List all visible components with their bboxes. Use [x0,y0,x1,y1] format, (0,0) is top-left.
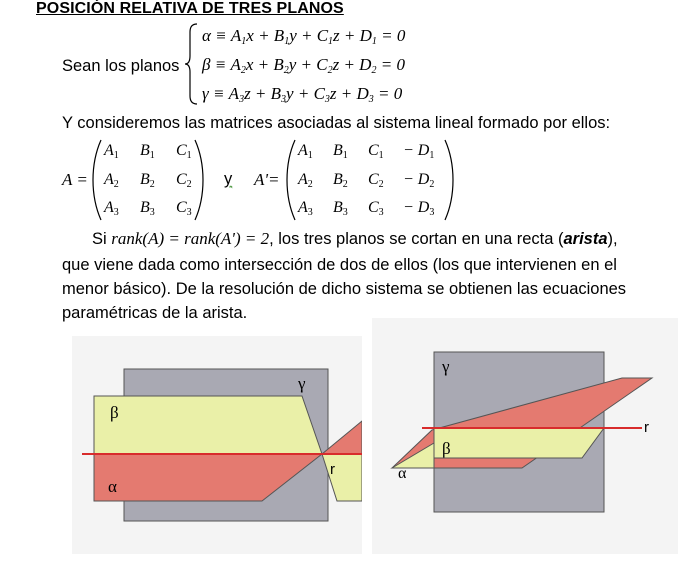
label-r: r [644,419,649,436]
matrix-cell: $C_1$ [368,142,384,161]
matrix-cell: $C_2$ [176,171,192,190]
matrix-conjunction: y [224,170,233,188]
matrix-cell: $C_3$ [368,199,384,218]
matrix-a-prime-left-paren [284,138,298,222]
label-beta: β [442,439,451,458]
matrix-cell: $C_2$ [368,171,384,190]
plane-equation: $\gamma \equiv A_3z + B_3y + C_3z + D_3 = 0$ [202,84,403,105]
equations-brace [184,22,200,106]
rank-bold-term: arista [563,230,608,248]
matrix-cell: − $D_1$ [403,142,435,161]
matrix-a-left-paren [90,138,104,222]
label-gamma: γ [442,357,450,376]
paragraph-line: paramétricas de la arista. [62,304,248,322]
matrix-cell: $A_2$ [298,171,313,190]
page-title: POSICIÓN RELATIVA DE TRES PLANOS [36,0,344,17]
intro-label: Sean los planos [62,57,180,75]
label-beta: β [110,403,119,422]
matrix-cell: $B_3$ [140,199,155,218]
plane-beta [434,428,604,458]
plane-beta [94,396,322,454]
label-alpha: α [398,465,407,482]
matrix-cell: − $D_3$ [403,199,435,218]
matrix-cell: $A_3$ [104,199,119,218]
matrix-cell: $B_2$ [140,171,155,190]
matrix-a-prime-right-paren [442,138,456,222]
matrix-cell: $C_1$ [176,142,192,161]
matrix-a-prime-label: A'= [254,170,280,189]
rank-suffix-1: , los tres planos se cortan en una recta ( [269,230,564,248]
rank-prefix: Si [92,230,107,248]
matrix-cell: $A_1$ [104,142,119,161]
matrix-cell: $C_3$ [176,199,192,218]
matrix-cell: $B_1$ [333,142,348,161]
label-alpha: α [108,477,117,496]
label-r: r [330,461,335,478]
plane-equation: $\alpha \equiv A_1x + B_1y + C_1z + D_1 = 0$ [202,26,406,47]
matrix-cell: $A_3$ [298,199,313,218]
matrix-cell: $A_2$ [104,171,119,190]
rank-suffix-2: ), [607,230,618,248]
rank-sentence [92,229,618,249]
explanation-paragraph [62,253,626,325]
figure-intersecting-planes-1 [72,336,362,554]
matrix-cell: $B_1$ [140,142,155,161]
matrix-cell: $B_3$ [333,199,348,218]
matrix-cell: $B_2$ [333,171,348,190]
matrix-a-right-paren [192,138,206,222]
rank-expression: rank(A) = rank(A') = 2 [111,229,270,248]
figure-intersecting-planes-2 [372,318,678,554]
label-gamma: γ [298,374,306,393]
paragraph-line: que viene dada como intersección de dos de ellos (los que intervienen en el [62,256,617,274]
consider-text: Y consideremos las matrices asociadas al sistema lineal formado por ellos: [62,114,611,132]
matrix-cell: $A_1$ [298,142,313,161]
paragraph-line: menor básico). De la resolución de dicho sistema se obtienen las ecuaciones [62,280,627,298]
plane-equation: $\beta \equiv A_2x + B_2y + C_2z + D_2 = 0$ [202,55,405,76]
matrix-cell: − $D_2$ [403,171,435,190]
matrix-a-label: A = [62,170,88,189]
